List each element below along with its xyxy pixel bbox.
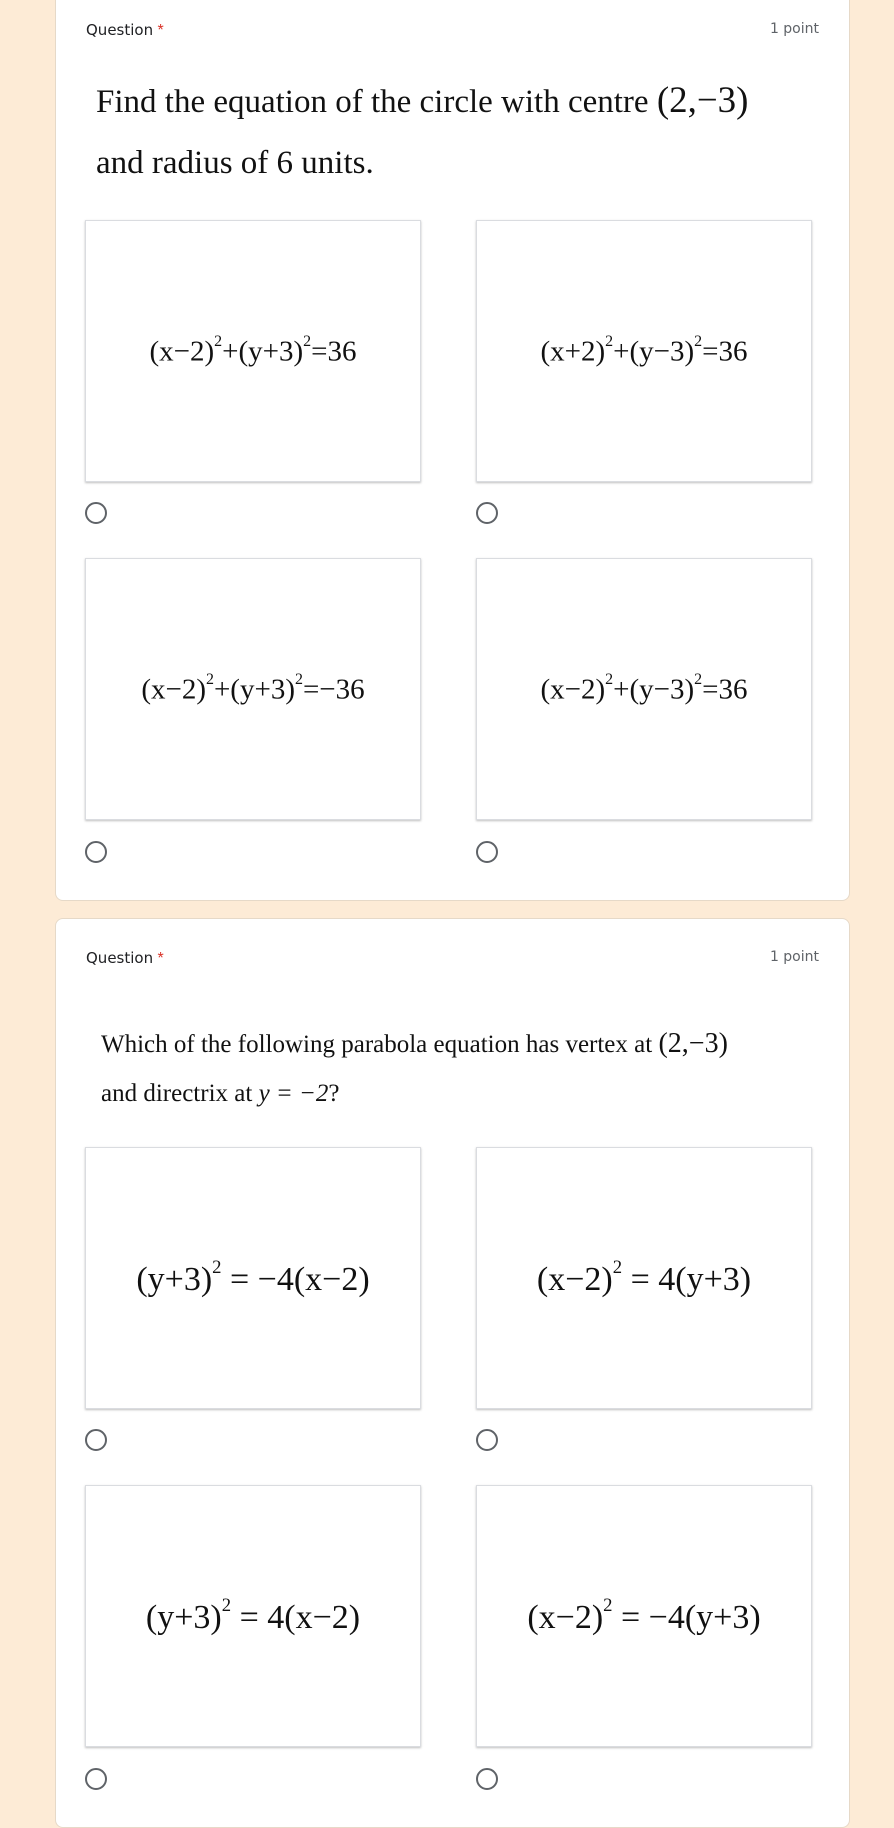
question-text-line2: and directrix at [101, 1080, 259, 1107]
radio-option-b[interactable] [476, 1429, 498, 1451]
question-text-line1: Which of the following parabola equation has vertex at [101, 1031, 659, 1058]
radio-option-c[interactable] [85, 1768, 107, 1790]
option-image-b[interactable] [476, 1147, 812, 1409]
question-vertex: (2,−3) [658, 1028, 728, 1059]
option-equation: $(x+2)^2+(y-3)^2=36$ [540, 333, 748, 368]
option-image-d[interactable] [476, 558, 812, 820]
radio-option-d[interactable] [476, 1768, 498, 1790]
option-equation: $(y+3)^2 = -4(x-2)$ [136, 1257, 370, 1298]
question-text-line2: and radius of 6 units. [96, 145, 374, 181]
option-equation: $(x-2)^2+(y+3)^2=36$ [149, 333, 357, 368]
question-centre: (2,−3) [656, 79, 749, 120]
option-image-b[interactable] [476, 220, 812, 482]
option-image-c[interactable] [85, 558, 421, 820]
question-card-2 [55, 918, 850, 1828]
question-text [101, 1019, 819, 1118]
radio-option-a[interactable] [85, 1429, 107, 1451]
radio-option-a[interactable] [85, 502, 107, 524]
question-directrix: y = −2 [258, 1080, 329, 1107]
option-image-c[interactable] [85, 1485, 421, 1747]
points-label: 1 point [769, 21, 819, 37]
option-image-a[interactable] [85, 1147, 421, 1409]
question-label: Question [86, 21, 154, 39]
option-equation: $(x-2)^2+(y+3)^2=-36$ [141, 671, 365, 706]
option-equation: $(x-2)^2 = -4(y+3)$ [527, 1595, 761, 1636]
radio-option-d[interactable] [476, 841, 498, 863]
question-text [96, 69, 819, 194]
question-label: Question [86, 949, 154, 967]
question-header [86, 949, 819, 968]
required-asterisk: * [157, 22, 164, 39]
option-equation: $(y+3)^2 = 4(x-2)$ [145, 1595, 361, 1636]
radio-option-c[interactable] [85, 841, 107, 863]
question-header [86, 21, 819, 40]
question-card-1 [55, 0, 850, 901]
option-image-d[interactable] [476, 1485, 812, 1747]
required-asterisk: * [157, 950, 164, 967]
option-equation: $(x-2)^2 = 4(y+3)$ [536, 1257, 752, 1298]
question-text-line1: Find the equation of the circle with centre [96, 84, 657, 120]
question-end: ? [328, 1080, 340, 1107]
radio-option-b[interactable] [476, 502, 498, 524]
option-equation: $(x-2)^2+(y-3)^2=36$ [540, 671, 748, 706]
points-label: 1 point [769, 949, 819, 965]
option-image-a[interactable] [85, 220, 421, 482]
